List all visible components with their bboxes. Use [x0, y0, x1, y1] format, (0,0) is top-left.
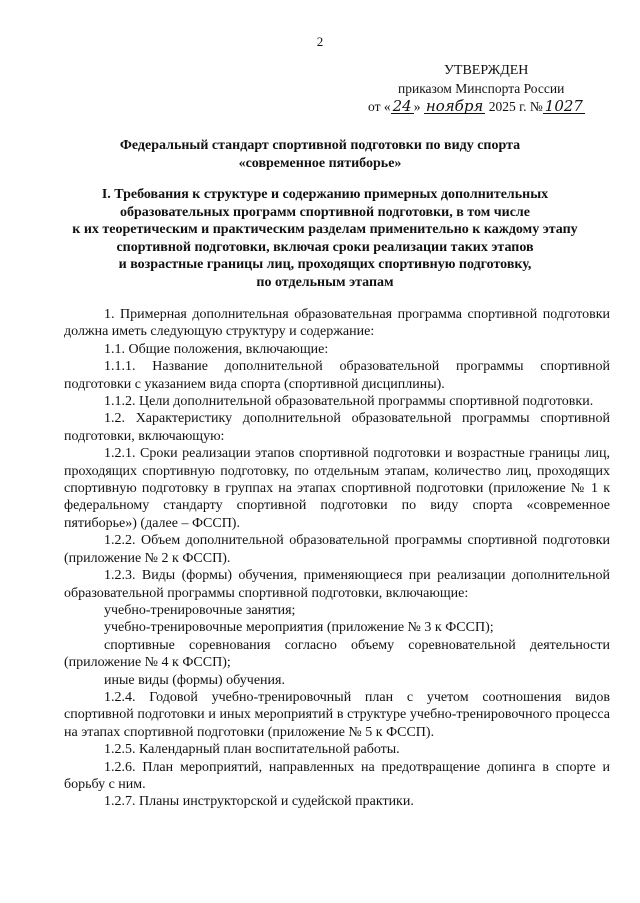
approval-stamp — [368, 62, 628, 116]
paragraph: 1.1.1. Название дополнительной образовательной программы спортивной подготовки с указанием вида спорта (спортивной дисциплины). — [64, 359, 610, 392]
page-number: 2 — [316, 34, 324, 49]
paragraph: 1. Примерная дополнительная образовательная программа спортивной подготовки должна иметь следующую структуру и содержание: — [64, 307, 610, 340]
paragraph: 1.2.3. Виды (формы) обучения, применяющиеся при реализации дополнительной образовательной программы спортивной подготовки, включающие: — [64, 568, 610, 601]
approval-heading: УТВЕРЖДЕН — [444, 63, 529, 78]
section-heading-line: по отдельным этапам — [256, 274, 394, 290]
title-line: «современное пятиборье» — [238, 156, 402, 171]
section-heading-line: I. Требования к структуре и содержанию примерных дополнительных — [101, 187, 549, 202]
paragraph: 1.1.2. Цели дополнительной образовательной программы спортивной подготовки. — [104, 394, 594, 410]
handwritten-order-number: 1027 — [544, 97, 583, 115]
section-heading-line: и возрастные границы лиц, проходящих спортивную подготовку, — [118, 257, 532, 273]
paragraph: 1.2.6. План мероприятий, направленных на предотвращение допинга в спорте и борьбу с ним. — [64, 759, 610, 792]
section-heading — [60, 186, 590, 292]
paragraph: учебно-тренировочные мероприятия (приложение № 3 к ФССП); — [104, 620, 494, 636]
date-prefix: от « — [368, 99, 391, 114]
paragraph: 1.2.7. Планы инструкторской и судейской практики. — [104, 794, 414, 810]
handwritten-day: 24 — [392, 97, 412, 115]
paragraph: 1.2.2. Объем дополнительной образовательной программы спортивной подготовки (приложение № 2 к ФССП). — [64, 533, 610, 566]
approval-order-line: приказом Минспорта России — [398, 81, 565, 96]
date-mid: » — [413, 99, 421, 114]
section-heading-line: образовательных программ спортивной подготовки, в том числе — [120, 204, 530, 220]
paragraph: 1.1. Общие положения, включающие: — [104, 341, 329, 357]
handwritten-month: ноября — [425, 97, 484, 115]
section-heading-line: к их теоретическим и практическим разделам применительно к каждому этапу — [72, 222, 578, 238]
paragraph: спортивные соревнования согласно объему соревновательной деятельности (приложение № 4 к ФССП); — [64, 637, 610, 671]
paragraph: иные виды (формы) обучения. — [104, 672, 285, 688]
body-text — [64, 306, 610, 811]
date-year: 2025 г. № — [488, 99, 543, 114]
paragraph: 1.2.5. Календарный план воспитательной работы. — [104, 742, 400, 758]
section-heading-line: спортивной подготовки, включая сроки реализации таких этапов — [116, 239, 534, 255]
paragraph: учебно-тренировочные занятия; — [104, 602, 296, 618]
paragraph: 1.2. Характеристику дополнительной образовательной программы спортивной подготовки, включающую: — [64, 411, 610, 444]
paragraph: 1.2.4. Годовой учебно-тренировочный план с учетом соотношения видов спортивной подготовки и иных мероприятий в структуре учебно-тренировочного процесса на этапах спортивной подготовки (приложение № 5 к ФССП). — [64, 689, 610, 740]
title-line: Федеральный стандарт спортивной подготовки по виду спорта — [119, 138, 521, 153]
approval-date-line — [368, 98, 628, 116]
paragraph: 1.2.1. Сроки реализации этапов спортивной подготовки и возрастные границы лиц, проходящих спортивную подготовку, по отдельным этапам, количество лиц, проходящих спортивную подготовку в группах на этапах спортивной подготовки (приложение № 1 к федеральному стандарту спортивной подготовки по виду спорта «современное пятиборье») (далее – ФССП). — [64, 446, 610, 531]
document-title — [60, 137, 580, 173]
